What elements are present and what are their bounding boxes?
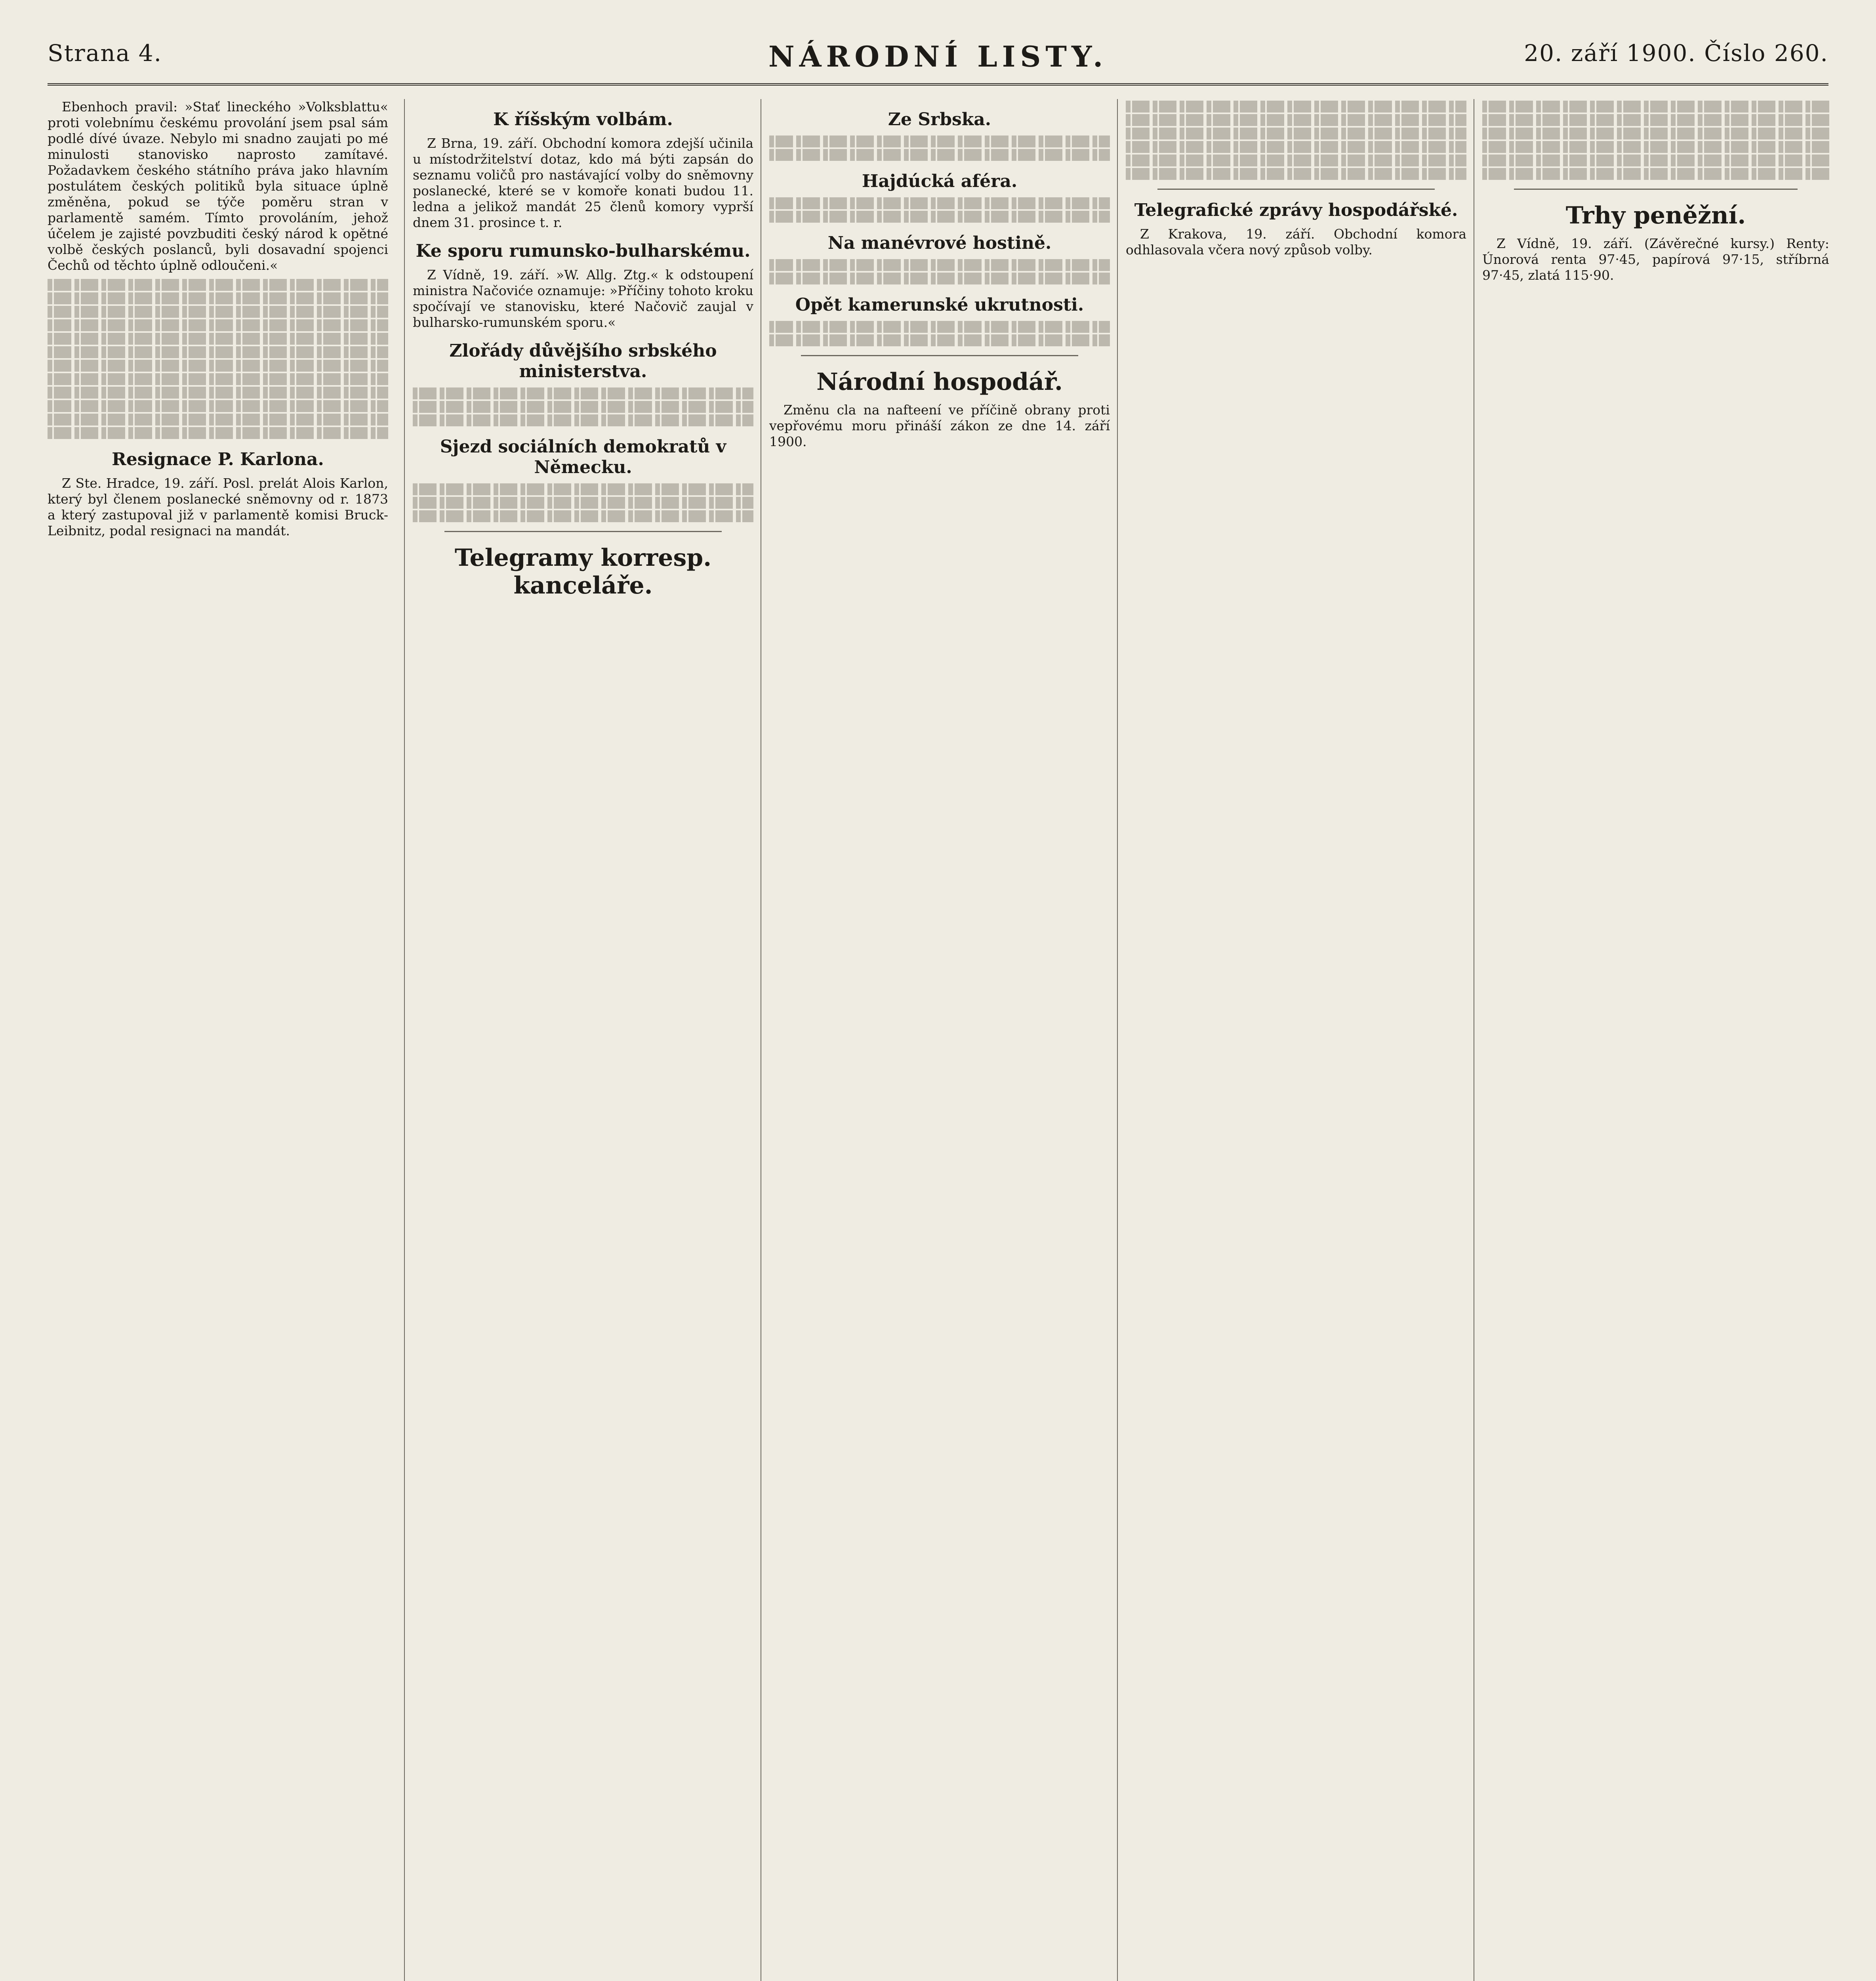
- divider: [1157, 189, 1435, 190]
- page-label: Strana 4.: [48, 40, 162, 67]
- text-line: [48, 427, 388, 439]
- text-line: [1126, 168, 1466, 180]
- text-line: [48, 292, 388, 304]
- text-line: [1126, 141, 1466, 153]
- masthead: [48, 36, 1828, 86]
- text-line: [769, 136, 1110, 147]
- text-line: [1482, 101, 1829, 113]
- column-3: [761, 99, 1110, 1981]
- paper-title: NÁRODNÍ LISTY.: [768, 40, 1108, 73]
- text-line: [769, 197, 1110, 209]
- text-line: [1482, 128, 1829, 139]
- headline: Resignace P. Karlona.: [112, 449, 324, 469]
- headline: Telegrafické zprávy hospodářské.: [1134, 200, 1458, 220]
- text-line: [1482, 168, 1829, 180]
- text-line: [48, 279, 388, 291]
- text-line: [413, 387, 753, 399]
- headline: Ze Srbska.: [888, 109, 991, 130]
- headline: Sjezd sociálních demokratů v Německu.: [440, 437, 726, 477]
- section-heading: Telegramy korresp. kanceláře.: [454, 544, 712, 599]
- text-line: [413, 497, 753, 509]
- headline: Hajdúcká aféra.: [862, 171, 1018, 191]
- date-issue: 20. září 1900. Číslo 260.: [1524, 40, 1828, 67]
- article-text: Změnu cla na nafteení ve příčině obrany proti vepřovému moru přináší zákon ze dne 14. září 1900.: [769, 402, 1110, 449]
- text-line: [413, 414, 753, 426]
- headline: Ke sporu rumunsko-bulharskému.: [416, 241, 751, 261]
- column-2: [404, 99, 753, 1981]
- text-line: [48, 346, 388, 358]
- text-line: [413, 401, 753, 413]
- divider: [801, 355, 1078, 356]
- text-line: [48, 360, 388, 372]
- headline: K říšským volbám.: [493, 109, 673, 130]
- text-line: [1126, 155, 1466, 166]
- text-line: [769, 273, 1110, 284]
- headline: Na manévrové hostině.: [827, 233, 1052, 253]
- text-line: [1126, 128, 1466, 139]
- column-1: [48, 99, 388, 1981]
- text-line: [1482, 141, 1829, 153]
- text-line: [769, 334, 1110, 346]
- article-text: Z Vídně, 19. září. (Závěrečné kursy.) Renty: Únorová renta 97·45, papírová 97·15, stříbrná 97·45, zlatá 115·90.: [1482, 236, 1829, 283]
- article-text: Z Krakova, 19. září. Obchodní komora odhlasovala včera nový způsob volby.: [1126, 226, 1466, 258]
- text-line: [769, 149, 1110, 161]
- section-heading: Národní hospodář.: [816, 368, 1063, 396]
- article-text: Z Ste. Hradce, 19. září. Posl. prelát Alois Karlon, který byl členem poslanecké sněmovny od r. 1873 a který zastupoval již v parlamentě komisi Bruck-Leibnitz, podal resignaci na mandát.: [48, 475, 388, 538]
- text-line: [48, 373, 388, 385]
- text-line: [769, 259, 1110, 271]
- article-text: Z Vídně, 19. září. »W. Allg. Ztg.« k odstoupení ministra Načoviće oznamuje: »Příčiny tohoto kroku spočívají ve stanovisku, které Načovič zaujal v bulharsko-rumunském sporu.«: [413, 267, 753, 330]
- headline: Zlořády důvějšího srbského ministerstva.: [449, 341, 717, 382]
- article-text: Ebenhoch pravil: »Stať lineckého »Volksblattu« proti volebnímu českému provolání jsem psal sám podlé dívé úvaze. Nebylo mi snadno zaujati po mé minulosti stanovisko naprosto zamítavé. Požadavkem českého státního práva jako hlavním postulátem českých politiků byla situace úplně změněna, pokud se týče poměru stran v parlamentě samém. Tímto provoláním, jehož účelem je zajisté povzbuditi český národ k opětné volbě českých poslanců, byli dosavadní spojenci Čechů od těchto úplně odloučeni.«: [48, 99, 388, 273]
- text-line: [1126, 114, 1466, 126]
- article-columns: [48, 99, 1828, 1981]
- text-line: [48, 387, 388, 399]
- text-line: [48, 400, 388, 412]
- text-line: [1482, 155, 1829, 166]
- divider: [1514, 189, 1798, 190]
- text-line: [769, 321, 1110, 333]
- text-line: [48, 319, 388, 331]
- text-line: [413, 483, 753, 495]
- text-line: [48, 306, 388, 318]
- text-line: [48, 414, 388, 426]
- column-4: [1117, 99, 1466, 1981]
- divider: [444, 531, 722, 532]
- text-line: [769, 211, 1110, 223]
- text-line: [1482, 114, 1829, 126]
- text-line: [48, 333, 388, 345]
- section-heading: Trhy peněžní.: [1565, 202, 1746, 229]
- text-line: [413, 510, 753, 522]
- headline: Opět kamerunské ukrutnosti.: [795, 295, 1084, 315]
- column-5: [1474, 99, 1829, 1981]
- text-line: [1126, 101, 1466, 113]
- article-text: Z Brna, 19. září. Obchodní komora zdejší učinila u místodržitelství dotaz, kdo má býti zapsán do seznamu voličů pro nastávající volby do sněmovny poslanecké, které se v komoře konati budou 11. ledna a jelikož mandát 25 členů komory vyprší dnem 31. prosince t. r.: [413, 136, 753, 230]
